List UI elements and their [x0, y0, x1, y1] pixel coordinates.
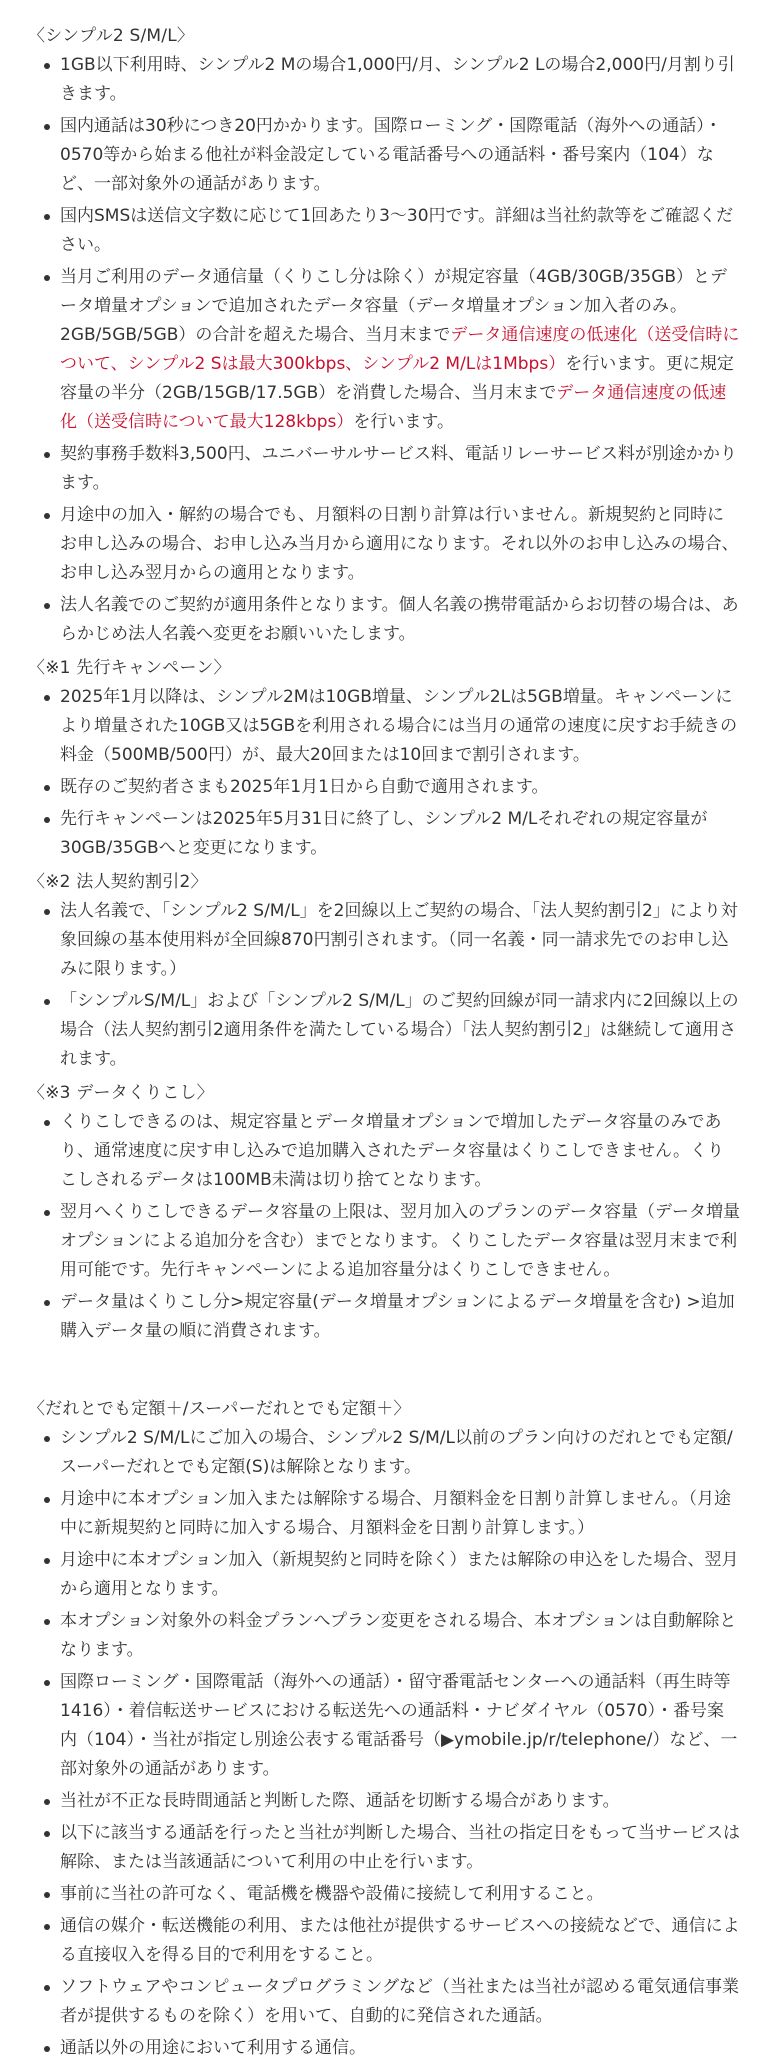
note-text: 月途中に本オプション加入または解除する場合、月額料金を日割り計算しません。（月途中に新規契約と同時に加入する場合、月額料金を日割り計算します。） [60, 1489, 731, 1538]
note-item [42, 1424, 740, 1482]
note-text: 法人名義でのご契約が適用条件となります。個人名義の携帯電話からお切替の場合は、あらかじめ法人名義へ変更をお願いいたします。 [60, 595, 739, 644]
note-item [42, 202, 740, 260]
note-item [42, 1912, 740, 1970]
note-item [42, 897, 740, 984]
note-text: ソフトウェアやコンピュータプログラミングなど（当社または当社が認める電気通信事業者が提供するものを除く）を用いて、自動的に発信された通話。 [60, 1977, 739, 2026]
note-item [42, 773, 740, 802]
note-list [28, 51, 740, 649]
note-text: 事前に当社の許可なく、電話機を機器や設備に接続して利用すること。 [60, 1884, 604, 1904]
note-text: 翌月へくりこしできるデータ容量の上限は、翌月加入のプランのデータ容量（データ増量オプションによる追加分を含む）までとなります。くりこしたデータ容量は翌月末まで利用可能です。先行キャンペーンによる追加容量分はくりこしできません。 [60, 1202, 740, 1280]
section-heading: 〈※1 先行キャンペーン〉 [28, 658, 231, 678]
note-text: 通信の媒介・転送機能の利用、または他社が提供するサービスへの接続などで、通信による直接収入を得る目的で利用をすること。 [60, 1916, 740, 1965]
note-text: 通話以外の用途において利用する通信。 [60, 2038, 366, 2058]
note-item [42, 1819, 740, 1877]
note-text: 契約事務手数料3,500円、ユニバーサルサービス料、電話リレーサービス料が別途かかります。 [60, 444, 737, 493]
note-text: 法人名義で、「シンプル2 S/M/L」を2回線以上ご契約の場合、「法人契約割引2」により対象回線の基本使用料が全回線870円割引されます。（同一名義・同一請求先でのお申し込みに限ります。） [60, 901, 738, 979]
note-text: 「シンプルS/M/L」および「シンプル2 S/M/L」のご契約回線が同一請求内に2回線以上の場合（法人契約割引2適用条件を満たしている場合）「法人契約割引2」は継続して適用されます。 [60, 991, 739, 1069]
terms-section [28, 868, 740, 1074]
terms-section [28, 1079, 740, 1346]
note-item [42, 1668, 740, 1784]
note-item [42, 440, 740, 498]
note-text: データ量はくりこし分>規定容量(データ増量オプションによるデータ増量を含む) >追加購入データ量の順に消費されます。 [60, 1292, 735, 1341]
note-item [42, 1485, 740, 1543]
note-item [42, 51, 740, 109]
note-item [42, 112, 740, 199]
note-text: 2025年1月以降は、シンプル2Mは10GB増量、シンプル2Lは5GB増量。キャンペーンにより増量された10GB又は5GBを利用される場合には当月の通常の速度に戻すお手続きの料金（500MB/500円）が、最大20回または10回まで割引されます。 [60, 687, 738, 765]
note-text: 国内通話は30秒につき20円かかります。国際ローミング・国際電話（海外への通話）・0570等から始まる他社が料金設定している電話番号への通話料・番号案内（104）など、一部対象外の通話があります。 [60, 116, 722, 194]
terms-section [28, 22, 740, 649]
note-item [42, 1880, 740, 1909]
note-text: 月途中の加入・解約の場合でも、月額料の日割り計算は行いません。新規契約と同時にお申し込みの場合、お申し込み当月から適用になります。それ以外のお申し込みの場合、お申し込み翌月からの適用となります。 [60, 505, 739, 583]
note-item [42, 1198, 740, 1285]
note-item [42, 1108, 740, 1195]
note-text: 既存のご契約者さまも2025年1月1日から自動で適用されます。 [60, 777, 549, 797]
note-list [28, 1424, 740, 2063]
section-heading: 〈シンプル2 S/M/L〉 [28, 26, 195, 46]
note-text: 1GB以下利用時、シンプル2 Mの場合1,000円/月、シンプル2 Lの場合2,000円/月割り引きます。 [60, 55, 735, 104]
note-item [42, 987, 740, 1074]
note-text: 本オプション対象外の料金プランへプラン変更をされる場合、本オプションは自動解除となります。 [60, 1611, 737, 1660]
note-item [42, 805, 740, 863]
note-list [28, 683, 740, 863]
note-list [28, 897, 740, 1074]
note-item [42, 263, 740, 437]
note-item [42, 1787, 740, 1816]
note-text: 以下に該当する通話を行ったと当社が判断した場合、当社の指定日をもって当サービスは解除、または当該通話について利用の中止を行います。 [60, 1823, 740, 1872]
note-item [42, 1973, 740, 2031]
section-spacer [28, 1351, 740, 1395]
section-heading: 〈※2 法人契約割引2〉 [28, 872, 208, 892]
note-item [42, 683, 740, 770]
note-text: 月途中に本オプション加入（新規契約と同時を除く）または解除の申込をした場合、翌月から適用となります。 [60, 1550, 739, 1599]
note-text: 当月ご利用のデータ通信量（くりこし分は除く）が規定容量（4GB/30GB/35GB）とデータ増量オプションで追加されたデータ容量（データ増量オプション加入者のみ。2GB/5GB/5GB）の合計を超えた場合、当月末まで [60, 267, 728, 345]
note-item [42, 591, 740, 649]
note-text: を行います。 [353, 412, 455, 432]
section-heading: 〈だれとでも定額＋/スーパーだれとでも定額＋〉 [28, 1399, 411, 1419]
note-item [42, 1607, 740, 1665]
note-text: 国際ローミング・国際電話（海外への通話）・留守番電話センターへの通話料（再生時等1416）・着信転送サービスにおける転送先への通話料・ナビダイヤル（0570）・番号案内（104）・当社が指定し別途公表する電話番号（▶ymobile.jp/r/telephone/）など、一部対象外の通話があります。 [60, 1672, 738, 1779]
note-text: シンプル2 S/M/Lにご加入の場合、シンプル2 S/M/L以前のプラン向けのだれとでも定額/スーパーだれとでも定額(S)は解除となります。 [60, 1428, 733, 1477]
note-text: 国内SMSは送信文字数に応じて1回あたり3〜30円です。詳細は当社約款等をご確認ください。 [60, 206, 734, 255]
terms-section [28, 1395, 740, 2063]
note-list [28, 1108, 740, 1346]
terms-section [28, 654, 740, 863]
note-item [42, 1546, 740, 1604]
note-item [42, 2034, 740, 2063]
note-text: を行います。更に規定容量の半分（2GB/15GB/17.5GB）を消費した場合、当月末まで [60, 354, 734, 403]
section-heading: 〈※3 データくりこし〉 [28, 1083, 214, 1103]
note-highlight-text: データ通信速度の低速化（送受信時について最大128kbps） [60, 383, 727, 432]
note-text: 当社が不正な長時間通話と判断した際、通話を切断する場合があります。 [60, 1791, 620, 1811]
note-item [42, 1288, 740, 1346]
note-item [42, 501, 740, 588]
note-text: 先行キャンペーンは2025年5月31日に終了し、シンプル2 M/Lそれぞれの規定容量が30GB/35GBへと変更になります。 [60, 809, 708, 858]
note-text: くりこしできるのは、規定容量とデータ増量オプションで増加したデータ容量のみであり、通常速度に戻す申し込みで追加購入されたデータ容量はくりこしできません。くりこしされるデータは100MB未満は切り捨てとなります。 [60, 1112, 725, 1190]
note-highlight-text: データ通信速度の低速化（送受信時について、シンプル2 Sは最大300kbps、シンプル2 M/Lは1Mbps） [60, 325, 740, 374]
